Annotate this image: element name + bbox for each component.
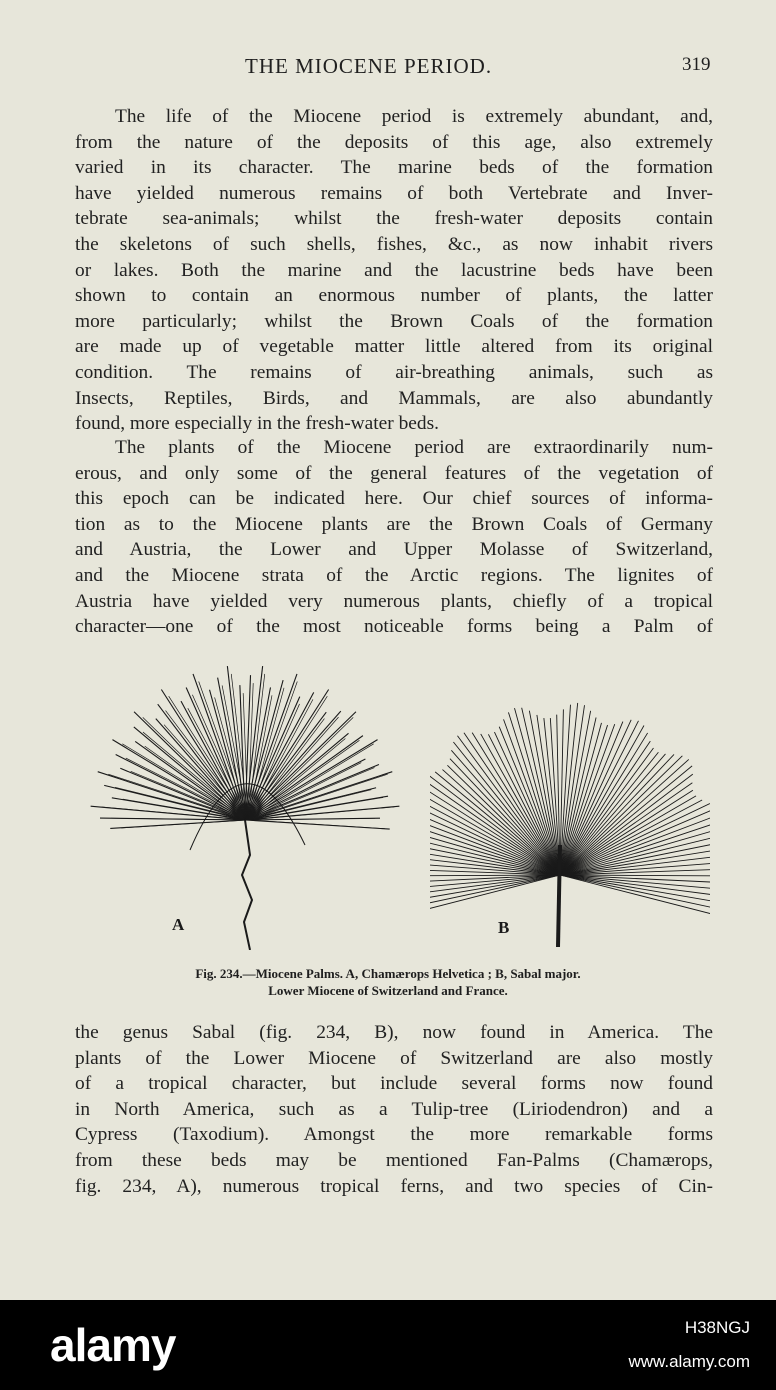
text-line: plants of the Lower Miocene of Switzerland are also mostly — [75, 1047, 713, 1069]
text-line: shown to contain an enormous number of plants, the latter — [75, 285, 713, 307]
figure-caption — [0, 965, 776, 999]
figure-234 — [80, 660, 720, 960]
text-line: Austria have yielded very numerous plants, chiefly of a tropical — [75, 590, 713, 612]
text-line: are made up of vegetable matter little altered from its original — [75, 336, 713, 358]
palm-b-illustration — [430, 670, 710, 960]
text-line: character—one of the most noticeable forms being a Palm of — [75, 616, 713, 638]
text-line: more particularly; whilst the Brown Coals of the formation — [75, 310, 713, 332]
running-title: THE MIOCENE PERIOD. — [245, 54, 493, 78]
text-line: erous, and only some of the general features of the vegetation of — [75, 462, 713, 484]
text-line: the genus Sabal (fig. 234, B), now found in America. The — [75, 1022, 713, 1043]
site-url: www.alamy.com — [628, 1352, 750, 1371]
text-line: Insects, Reptiles, Birds, and Mammals, are also abundantly — [75, 387, 713, 409]
alamy-logo: alamy — [50, 1319, 176, 1371]
paragraph-plants — [75, 435, 713, 640]
page-number: 319 — [682, 54, 711, 75]
text-line: this epoch can be indicated here. Our chief sources of informa- — [75, 488, 713, 510]
text-line: Cypress (Taxodium). Amongst the more remarkable forms — [75, 1124, 713, 1146]
paragraph-sabal — [75, 1020, 713, 1199]
text-line: from the nature of the deposits of this age, also extremely — [75, 131, 713, 153]
text-line: tion as to the Miocene plants are the Brown Coals of Germany — [75, 513, 713, 535]
text-line: of a tropical character, but include several forms now found — [75, 1073, 713, 1095]
text-line: the skeletons of such shells, fishes, &c., as now inhabit rivers — [75, 233, 713, 255]
text-line: varied in its character. The marine beds of the formation — [75, 157, 713, 179]
text-line: found, more especially in the fresh-water beds. — [75, 413, 439, 435]
text-line: in North America, such as a Tulip-tree (Liriodendron) and a — [75, 1098, 713, 1120]
figure-label-a: A — [172, 915, 185, 934]
watermark-footer — [0, 1300, 776, 1390]
text-line: have yielded numerous remains of both Vertebrate and Inver- — [75, 182, 713, 204]
text-line: or lakes. Both the marine and the lacustrine beds have been — [75, 259, 713, 281]
text-line: from these beds may be mentioned Fan-Palms (Chamærops, — [75, 1149, 713, 1171]
text-line: condition. The remains of air-breathing animals, such as — [75, 361, 713, 383]
text-line: fig. 234, A), numerous tropical ferns, and two species of Cin- — [75, 1175, 713, 1197]
caption-line: Fig. 234.—Miocene Palms. A, Chamærops Helvetica ; B, Sabal major. — [195, 966, 581, 981]
text-line: and Austria, the Lower and Upper Molasse of Switzerland, — [75, 539, 713, 561]
palm-a-illustration — [80, 660, 410, 950]
text-line: tebrate sea-animals; whilst the fresh-water deposits contain — [75, 208, 713, 230]
caption-line: Lower Miocene of Switzerland and France. — [268, 983, 508, 998]
text-line: The plants of the Miocene period are extraordinarily num- — [115, 437, 713, 458]
text-line: and the Miocene strata of the Arctic regions. The lignites of — [75, 564, 713, 586]
paragraph-life — [75, 104, 713, 437]
image-id: H38NGJ — [684, 1318, 750, 1337]
text-line: The life of the Miocene period is extremely abundant, and, — [115, 106, 713, 127]
figure-label-b: B — [498, 918, 510, 937]
